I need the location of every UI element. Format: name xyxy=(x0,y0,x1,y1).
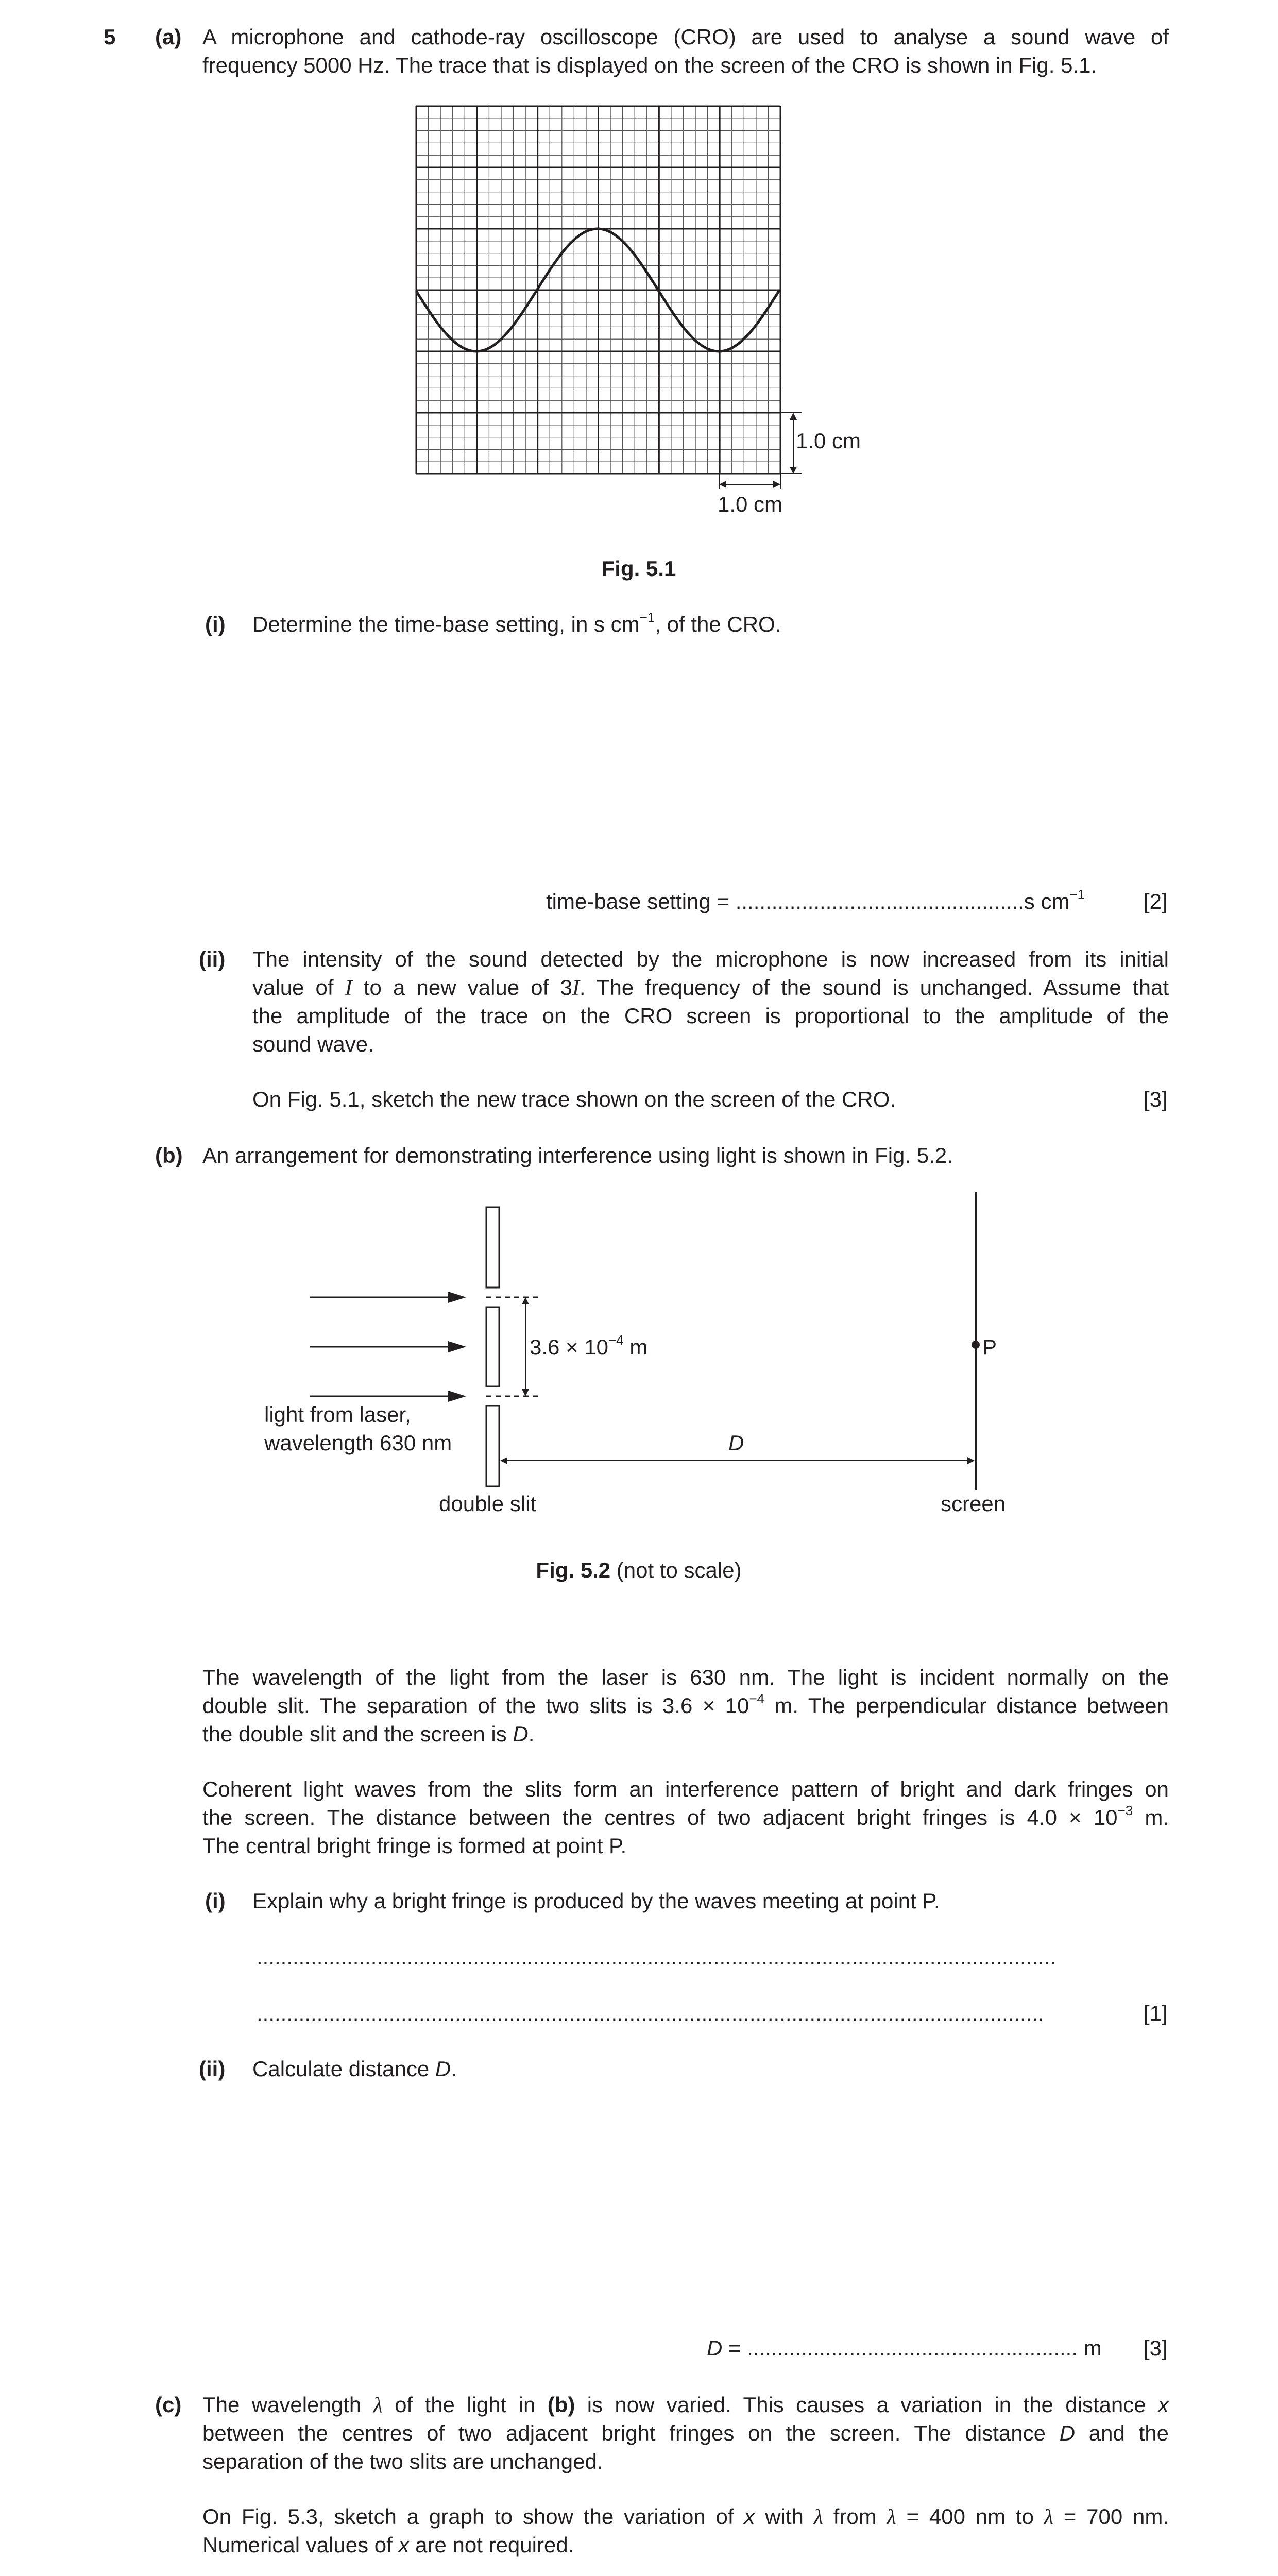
part-a-ii-line2: value of I to a new value of 3I. The frequency of the sound is unchanged. Assume that xyxy=(252,975,1169,1000)
part-a-ii-label: (ii) xyxy=(199,947,226,971)
part-b-i-label: (i) xyxy=(205,1889,226,1913)
horizontal-scale-label: 1.0 cm xyxy=(718,492,783,516)
part-a-ii-line4: sound wave. xyxy=(252,1032,374,1056)
double-slit-label: double slit xyxy=(439,1492,537,1516)
part-a-ii-instruction: On Fig. 5.1, sketch the new trace shown on the screen of the CRO. xyxy=(252,1087,896,1111)
screen-label: screen xyxy=(941,1492,1006,1516)
part-b-ii-marks: [3] xyxy=(1144,2336,1168,2360)
part-b-ii-label: (ii) xyxy=(199,2057,226,2081)
part-c-line1: The wavelength λ of the light in (b) is now varied. This causes a variation in the distance x xyxy=(202,2393,1169,2417)
part-a-ii-marks: [3] xyxy=(1144,1087,1168,1111)
time-base-answer-line: time-base setting = ................................................s $cm^{-1}$ xyxy=(546,887,1085,913)
time-base-answer-dots[interactable]: ................................................ xyxy=(735,889,1024,913)
time-base-answer-label: time-base setting = xyxy=(546,889,730,913)
part-c-line3: separation of the two slits are unchanged. xyxy=(202,2449,603,2473)
part-b-i-answer-line-1[interactable]: ..................................................................................................................................... xyxy=(257,1945,1056,1969)
part-b-para1-line1: The wavelength of the light from the laser is 630 nm. The light is incident normally on the xyxy=(202,1665,1169,1689)
part-c-line5: Numerical values of x are not required. xyxy=(202,2533,574,2557)
part-a-i-question: Determine the time-base setting, in s $cm^{-1}$, of the CRO. xyxy=(252,609,781,636)
distance-d-answer-dots[interactable]: ....................................................... xyxy=(747,2336,1078,2360)
part-a-ii-line3: the amplitude of the trace on the CRO screen is proportional to the amplitude of the xyxy=(252,1004,1169,1028)
distance-d-answer-line: D = ....................................................... m xyxy=(707,2336,1102,2360)
part-b-i-question: Explain why a bright fringe is produced by the waves meeting at point P. xyxy=(252,1889,940,1913)
part-b-i-marks: [1] xyxy=(1144,2001,1168,2025)
part-b-para2-line2: the screen. The distance between the centres of two adjacent bright fringes is $4.0 \times 10^{-3}$ m. xyxy=(202,1803,1169,1829)
part-a-i-marks: [2] xyxy=(1144,889,1168,913)
part-b-intro: An arrangement for demonstrating interference using light is shown in Fig. 5.2. xyxy=(202,1143,953,1167)
part-b-i-answer-line-2[interactable]: ................................................................................................................................... xyxy=(257,2001,1044,2025)
distance-d-label: D xyxy=(728,1431,744,1455)
vertical-scale-label: 1.0 cm xyxy=(796,429,861,453)
part-c-line4: On Fig. 5.3, sketch a graph to show the variation of x with λ from λ = 400 nm to λ = 700 nm. xyxy=(202,2504,1169,2529)
part-b-para2-line1: Coherent light waves from the slits form an interference pattern of bright and dark fringes on xyxy=(202,1777,1169,1801)
part-a-label: (a) xyxy=(155,25,182,49)
part-b-ii-question: Calculate distance D. xyxy=(252,2057,457,2081)
fig-5-2-caption: Fig. 5.2 (not to scale) xyxy=(536,1558,742,1582)
light-source-label-2: wavelength 630 nm xyxy=(264,1431,452,1455)
part-c-line2: between the centres of two adjacent bright fringes on the screen. The distance D and the xyxy=(202,2421,1169,2445)
point-p-label: P xyxy=(982,1335,997,1359)
part-b-para2-line3: The central bright fringe is formed at point P. xyxy=(202,1834,627,1858)
question-number: 5 xyxy=(104,25,116,49)
part-a-intro-line2: frequency 5000 Hz. The trace that is displayed on the screen of the CRO is shown in Fig. 5.1. xyxy=(202,53,1097,77)
part-a-intro-line1: A microphone and cathode-ray oscilloscope (CRO) are used to analyse a sound wave of xyxy=(202,25,1169,49)
light-source-label-1: light from laser, xyxy=(264,1402,411,1427)
part-a-ii-line1: The intensity of the sound detected by the microphone is now increased from its initial xyxy=(252,947,1169,971)
part-b-para1-line3: the double slit and the screen is D. xyxy=(202,1722,535,1746)
part-a-i-label: (i) xyxy=(205,612,226,636)
part-b-para1-line2: double slit. The separation of the two slits is $3.6 \times 10^{-4}$ m. The perpendicular distance between xyxy=(202,1691,1169,1718)
part-c-label: (c) xyxy=(155,2393,182,2417)
part-b-label: (b) xyxy=(155,1143,183,1167)
slit-separation-label: $3.6 \times 10^{-4}$ m xyxy=(530,1332,648,1359)
fig-5-1-caption: Fig. 5.1 xyxy=(601,556,676,581)
